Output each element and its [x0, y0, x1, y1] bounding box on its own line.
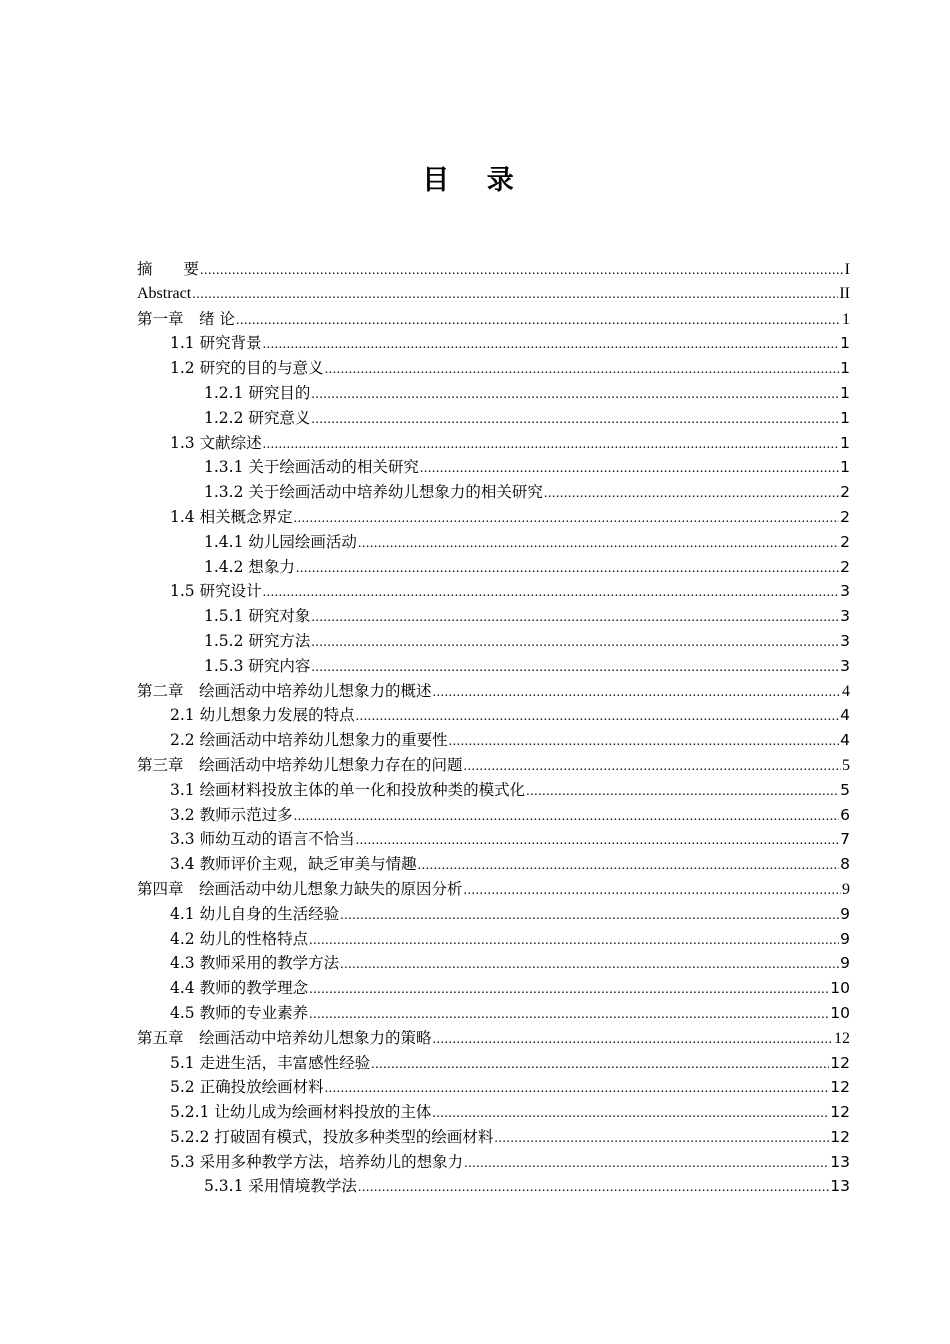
- toc-entry-label: 1.5.1 研究对象: [204, 607, 311, 626]
- toc-leader-dots: [263, 581, 840, 606]
- toc-entry-label: 1.2 研究的目的与意义: [170, 359, 324, 378]
- toc-entry-page-number: 9: [840, 904, 850, 923]
- toc-entry-label: 第四章 绘画活动中幼儿想象力缺失的原因分析: [137, 879, 463, 898]
- toc-entry-label: 3.1 绘画材料投放主体的单一化和投放种类的模式化: [170, 780, 526, 799]
- toc-entry-label: 3.2 教师示范过多: [170, 805, 293, 824]
- toc-entry-label: 3.3 师幼互动的语言不恰当: [170, 830, 355, 849]
- toc-leader-dots: [544, 482, 839, 507]
- toc-entry-page-number: 9: [840, 929, 850, 948]
- toc-entry[interactable]: [137, 331, 850, 356]
- toc-entry[interactable]: [137, 951, 850, 976]
- toc-entry-page-number: 2: [840, 532, 850, 551]
- toc-entry[interactable]: [137, 356, 850, 381]
- toc-entry-label: 5.3.1 采用情境教学法: [204, 1177, 357, 1196]
- toc-leader-dots: [309, 978, 829, 1003]
- toc-entry-label: 4.3 教师采用的教学方法: [170, 954, 340, 973]
- toc-leader-dots: [325, 1077, 830, 1102]
- toc-entry[interactable]: [137, 654, 850, 679]
- toc-entry[interactable]: [137, 927, 850, 952]
- toc-entry[interactable]: [137, 1174, 850, 1199]
- toc-entry[interactable]: [137, 1125, 850, 1150]
- toc-leader-dots: [526, 780, 839, 805]
- toc-leader-dots: [263, 433, 840, 458]
- toc-entry-page-number: 5: [840, 780, 850, 799]
- toc-entry-label: 5.2.2 打破固有模式，投放多种类型的绘画材料: [170, 1127, 494, 1146]
- toc-entry[interactable]: [137, 803, 850, 828]
- toc-leader-dots: [325, 358, 840, 383]
- toc-leader-dots: [464, 755, 841, 780]
- toc-leader-dots: [309, 1003, 829, 1028]
- toc-entry-label: 1.4 相关概念界定: [170, 507, 293, 526]
- toc-entry-page-number: 1: [840, 334, 850, 353]
- toc-leader-dots: [494, 1127, 829, 1152]
- toc-entry-page-number: 12: [834, 1029, 850, 1047]
- toc-entry[interactable]: [137, 1051, 850, 1076]
- toc-leader-dots: [309, 929, 839, 954]
- toc-leader-dots: [449, 730, 840, 755]
- toc-leader-dots: [340, 953, 839, 978]
- toc-leader-dots: [464, 1152, 829, 1177]
- toc-entry[interactable]: [137, 753, 850, 778]
- toc-entry-label: 1.4.2 想象力: [204, 557, 295, 576]
- toc-entry-label: 4.1 幼儿自身的生活经验: [170, 904, 340, 923]
- toc-entry[interactable]: [137, 1075, 850, 1100]
- toc-entry-label: 1.2.2 研究意义: [204, 408, 311, 427]
- toc-leader-dots: [418, 854, 840, 879]
- toc-entry-page-number: 1: [840, 359, 850, 378]
- toc-entry-page-number: 2: [840, 557, 850, 576]
- toc-entry[interactable]: [137, 852, 850, 877]
- toc-leader-dots: [263, 333, 840, 358]
- toc-entry[interactable]: [137, 1001, 850, 1026]
- toc-entry[interactable]: [137, 1100, 850, 1125]
- toc-entry-label: 1.3.2 关于绘画活动中培养幼儿想象力的相关研究: [204, 483, 543, 502]
- toc-entry[interactable]: [137, 604, 850, 629]
- toc-entry[interactable]: [137, 902, 850, 927]
- toc-entry-label: 第一章 绪 论: [137, 309, 235, 328]
- toc-entry-label: 1.2.1 研究目的: [204, 383, 311, 402]
- toc-entry-page-number: 4: [840, 706, 850, 725]
- toc-entry-page-number: 1: [840, 383, 850, 402]
- toc-entry-label: 第五章 绘画活动中培养幼儿想象力的策略: [137, 1028, 432, 1047]
- toc-entry-page-number: 13: [830, 1177, 850, 1196]
- toc-entry[interactable]: [137, 579, 850, 604]
- toc-entry[interactable]: [137, 455, 850, 480]
- toc-entry-label: 3.4 教师评价主观，缺乏审美与情趣: [170, 855, 417, 874]
- toc-leader-dots: [311, 383, 839, 408]
- toc-entry-page-number: 5: [842, 756, 850, 774]
- toc-entry-label: 1.5.2 研究方法: [204, 631, 311, 650]
- toc-entry-label: 5.3 采用多种教学方法，培养幼儿的想象力: [170, 1152, 464, 1171]
- toc-entry-page-number: 1: [842, 310, 850, 328]
- toc-leader-dots: [311, 408, 839, 433]
- toc-entry-label: 5.2 正确投放绘画材料: [170, 1078, 324, 1097]
- toc-entry-label: 5.2.1 让幼儿成为绘画材料投放的主体: [170, 1103, 432, 1122]
- toc-entry[interactable]: [137, 431, 850, 456]
- toc-entry[interactable]: [137, 703, 850, 728]
- table-of-contents: [137, 257, 850, 1199]
- toc-leader-dots: [294, 507, 840, 532]
- toc-leader-dots: [192, 283, 838, 308]
- toc-entry-label: 5.1 走进生活，丰富感性经验: [170, 1053, 371, 1072]
- toc-entry-page-number: 7: [840, 830, 850, 849]
- toc-entry[interactable]: [137, 976, 850, 1001]
- toc-leader-dots: [420, 457, 839, 482]
- toc-entry-page-number: 1: [840, 433, 850, 452]
- toc-entry[interactable]: [137, 679, 850, 704]
- toc-leader-dots: [311, 606, 839, 631]
- toc-leader-dots: [340, 904, 839, 929]
- toc-entry-page-number: 2: [840, 507, 850, 526]
- toc-leader-dots: [358, 1176, 829, 1201]
- toc-entry-label: 2.1 幼儿想象力发展的特点: [170, 706, 355, 725]
- toc-entry-page-number: 1: [840, 408, 850, 427]
- toc-entry[interactable]: [137, 282, 850, 307]
- toc-entry-page-number: 9: [842, 880, 850, 898]
- toc-entry-label: 第二章 绘画活动中培养幼儿想象力的概述: [137, 681, 432, 700]
- toc-leader-dots: [311, 656, 839, 681]
- toc-entry-page-number: 6: [840, 805, 850, 824]
- toc-leader-dots: [356, 705, 840, 730]
- toc-entry[interactable]: [137, 480, 850, 505]
- toc-leader-dots: [236, 309, 841, 334]
- toc-leader-dots: [200, 259, 844, 284]
- toc-entry-page-number: 8: [840, 855, 850, 874]
- toc-entry[interactable]: [137, 406, 850, 431]
- toc-leader-dots: [294, 805, 840, 830]
- toc-entry-page-number: 1: [840, 458, 850, 477]
- toc-leader-dots: [358, 532, 839, 557]
- toc-entry-label: 1.5.3 研究内容: [204, 656, 311, 675]
- toc-entry-label: 第三章 绘画活动中培养幼儿想象力存在的问题: [137, 755, 463, 774]
- toc-entry-page-number: 10: [830, 1003, 850, 1022]
- toc-entry[interactable]: [137, 827, 850, 852]
- toc-entry-label: 4.2 幼儿的性格特点: [170, 929, 309, 948]
- toc-leader-dots: [296, 557, 839, 582]
- toc-entry-page-number: 12: [830, 1103, 850, 1122]
- toc-entry-label: Abstract: [137, 284, 192, 302]
- toc-entry-label: 1.1 研究背景: [170, 334, 262, 353]
- toc-entry-page-number: 2: [840, 483, 850, 502]
- toc-entry-label: 1.3.1 关于绘画活动的相关研究: [204, 458, 419, 477]
- toc-entry-page-number: II: [839, 284, 850, 302]
- toc-entry-page-number: 3: [840, 656, 850, 675]
- toc-entry-page-number: 10: [830, 979, 850, 998]
- toc-entry[interactable]: [137, 555, 850, 580]
- toc-entry-page-number: 9: [840, 954, 850, 973]
- toc-leader-dots: [356, 829, 840, 854]
- toc-entry[interactable]: [137, 530, 850, 555]
- toc-entry-label: 4.4 教师的教学理念: [170, 979, 309, 998]
- toc-entry[interactable]: [137, 877, 850, 902]
- toc-entry-page-number: 4: [842, 682, 850, 700]
- toc-entry[interactable]: [137, 505, 850, 530]
- toc-entry-page-number: 4: [840, 731, 850, 750]
- toc-leader-dots: [311, 631, 839, 656]
- toc-entry-label: 1.3 文献综述: [170, 433, 262, 452]
- toc-entry-label: 1.4.1 幼儿园绘画活动: [204, 532, 357, 551]
- toc-entry-label: 1.5 研究设计: [170, 582, 262, 601]
- toc-entry-page-number: 3: [840, 631, 850, 650]
- toc-leader-dots: [371, 1053, 829, 1078]
- toc-entry-page-number: 12: [830, 1053, 850, 1072]
- toc-entry[interactable]: [137, 1026, 850, 1051]
- toc-entry-page-number: 13: [830, 1152, 850, 1171]
- toc-entry-page-number: 3: [840, 582, 850, 601]
- toc-entry-label: 摘 要: [137, 260, 200, 278]
- toc-entry[interactable]: [137, 629, 850, 654]
- toc-entry[interactable]: [137, 381, 850, 406]
- toc-entry[interactable]: [137, 728, 850, 753]
- toc-leader-dots: [433, 681, 841, 706]
- toc-entry[interactable]: [137, 307, 850, 332]
- toc-leader-dots: [432, 1102, 829, 1127]
- toc-entry[interactable]: [137, 1150, 850, 1175]
- toc-entry-page-number: 12: [830, 1078, 850, 1097]
- toc-leader-dots: [433, 1028, 833, 1053]
- toc-entry-label: 2.2 绘画活动中培养幼儿想象力的重要性: [170, 731, 448, 750]
- toc-entry-page-number: I: [844, 261, 850, 278]
- toc-entry-label: 4.5 教师的专业素养: [170, 1003, 309, 1022]
- toc-entry-page-number: 12: [830, 1127, 850, 1146]
- toc-entry[interactable]: [137, 257, 850, 282]
- toc-leader-dots: [464, 879, 841, 904]
- toc-title: 目 录: [422, 165, 528, 196]
- toc-entry-page-number: 3: [840, 607, 850, 626]
- toc-entry[interactable]: [137, 778, 850, 803]
